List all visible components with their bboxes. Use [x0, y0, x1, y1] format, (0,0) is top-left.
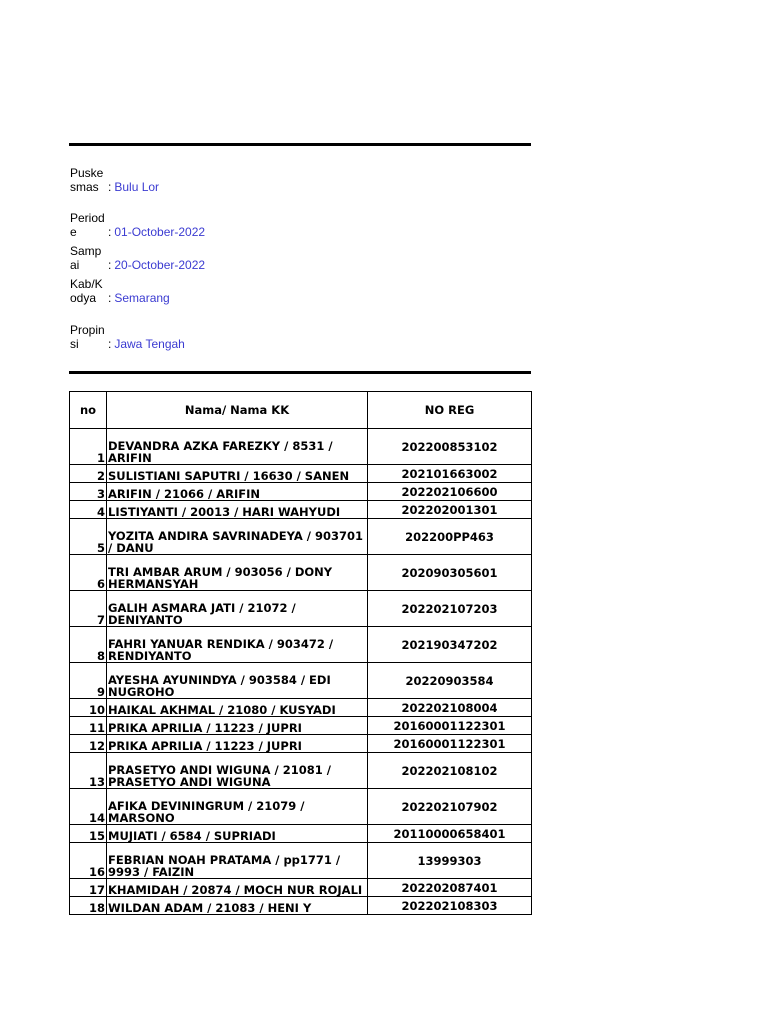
table-row	[70, 519, 532, 555]
row-reg: 202090305601	[368, 555, 532, 591]
row-number: 17	[70, 879, 107, 897]
table-row	[70, 663, 532, 699]
row-reg: 202202107902	[368, 789, 532, 825]
info-kab-kodya	[70, 278, 170, 305]
table-row	[70, 429, 532, 465]
table-row	[70, 501, 532, 519]
info-value: Semarang	[114, 290, 170, 305]
row-reg: 202202108004	[368, 699, 532, 717]
table-row	[70, 879, 532, 897]
row-number: 16	[70, 843, 107, 879]
row-number: 15	[70, 825, 107, 843]
table-row	[70, 843, 532, 879]
row-name: PRIKA APRILIA / 11223 / JUPRI	[107, 735, 368, 753]
row-name: FEBRIAN NOAH PRATAMA / pp1771 / 9993 / FAIZIN	[107, 843, 368, 879]
row-reg: 202202087401	[368, 879, 532, 897]
table-row	[70, 789, 532, 825]
row-name: ARIFIN / 21066 / ARIFIN	[107, 483, 368, 501]
row-number: 5	[70, 519, 107, 555]
table-row	[70, 483, 532, 501]
row-number: 13	[70, 753, 107, 789]
row-number: 10	[70, 699, 107, 717]
table-row	[70, 717, 532, 735]
row-reg: 202200PP463	[368, 519, 532, 555]
row-name: KHAMIDAH / 20874 / MOCH NUR ROJALI	[107, 879, 368, 897]
row-number: 6	[70, 555, 107, 591]
row-reg: 20160001122301	[368, 735, 532, 753]
row-name: LISTIYANTI / 20013 / HARI WAHYUDI	[107, 501, 368, 519]
info-value: Jawa Tengah	[114, 336, 185, 351]
row-number: 8	[70, 627, 107, 663]
info-propinsi	[70, 324, 185, 351]
row-reg: 202190347202	[368, 627, 532, 663]
info-value: Bulu Lor	[114, 179, 160, 194]
row-reg: 202200853102	[368, 429, 532, 465]
info-periode	[70, 212, 205, 239]
row-number: 18	[70, 897, 107, 915]
row-number: 4	[70, 501, 107, 519]
info-sampai	[70, 245, 205, 272]
row-reg: 202202107203	[368, 591, 532, 627]
row-name: MUJIATI / 6584 / SUPRIADI	[107, 825, 368, 843]
table-row	[70, 825, 532, 843]
table-row	[70, 897, 532, 915]
table-header-row	[70, 392, 532, 429]
row-reg: 202202001301	[368, 501, 532, 519]
row-reg: 202101663002	[368, 465, 532, 483]
info-puskesmas	[70, 167, 159, 194]
row-number: 3	[70, 483, 107, 501]
row-reg: 20220903584	[368, 663, 532, 699]
info-value: 20-October-2022	[114, 257, 206, 272]
row-number: 14	[70, 789, 107, 825]
row-number: 11	[70, 717, 107, 735]
info-colon: :	[108, 224, 112, 239]
row-name: PRASETYO ANDI WIGUNA / 21081 / PRASETYO ANDI WIGUNA	[107, 753, 368, 789]
row-name: AFIKA DEVININGRUM / 21079 / MARSONO	[107, 789, 368, 825]
header-name: Nama/ Nama KK	[107, 392, 368, 429]
info-colon: :	[108, 257, 112, 272]
row-reg: 202202108303	[368, 897, 532, 915]
info-label: Propinsi	[70, 323, 105, 351]
row-number: 12	[70, 735, 107, 753]
row-number: 2	[70, 465, 107, 483]
row-name: SULISTIANI SAPUTRI / 16630 / SANEN	[107, 465, 368, 483]
info-colon: :	[108, 336, 112, 351]
table-row	[70, 591, 532, 627]
row-reg: 20110000658401	[368, 825, 532, 843]
row-number: 9	[70, 663, 107, 699]
info-colon: :	[108, 179, 112, 194]
table-row	[70, 627, 532, 663]
row-reg: 202202108102	[368, 753, 532, 789]
info-label: Periode	[70, 211, 105, 239]
header-reg: NO REG	[368, 392, 532, 429]
table-row	[70, 753, 532, 789]
row-name: TRI AMBAR ARUM / 903056 / DONY HERMANSYAH	[107, 555, 368, 591]
row-name: DEVANDRA AZKA FAREZKY / 8531 / ARIFIN	[107, 429, 368, 465]
registration-table	[69, 391, 532, 915]
info-colon: :	[108, 290, 112, 305]
row-name: PRIKA APRILIA / 11223 / JUPRI	[107, 717, 368, 735]
row-reg: 20160001122301	[368, 717, 532, 735]
row-number: 7	[70, 591, 107, 627]
top-divider	[69, 143, 531, 146]
info-label: Puskesmas	[70, 166, 104, 194]
row-reg: 13999303	[368, 843, 532, 879]
header-no: no	[70, 392, 107, 429]
row-name: WILDAN ADAM / 21083 / HENI Y	[107, 897, 368, 915]
row-name: YOZITA ANDIRA SAVRINADEYA / 903701 / DANU	[107, 519, 368, 555]
bottom-divider	[69, 371, 531, 374]
row-name: HAIKAL AKHMAL / 21080 / KUSYADI	[107, 699, 368, 717]
table-row	[70, 699, 532, 717]
info-value: 01-October-2022	[114, 224, 206, 239]
row-reg: 202202106600	[368, 483, 532, 501]
info-label: Kab/Kodya	[70, 277, 103, 305]
row-name: FAHRI YANUAR RENDIKA / 903472 / RENDIYANTO	[107, 627, 368, 663]
table-row	[70, 465, 532, 483]
row-number: 1	[70, 429, 107, 465]
table-row	[70, 555, 532, 591]
row-name: GALIH ASMARA JATI / 21072 / DENIYANTO	[107, 591, 368, 627]
row-name: AYESHA AYUNINDYA / 903584 / EDI NUGROHO	[107, 663, 368, 699]
info-label: Sampai	[70, 244, 102, 272]
table-row	[70, 735, 532, 753]
